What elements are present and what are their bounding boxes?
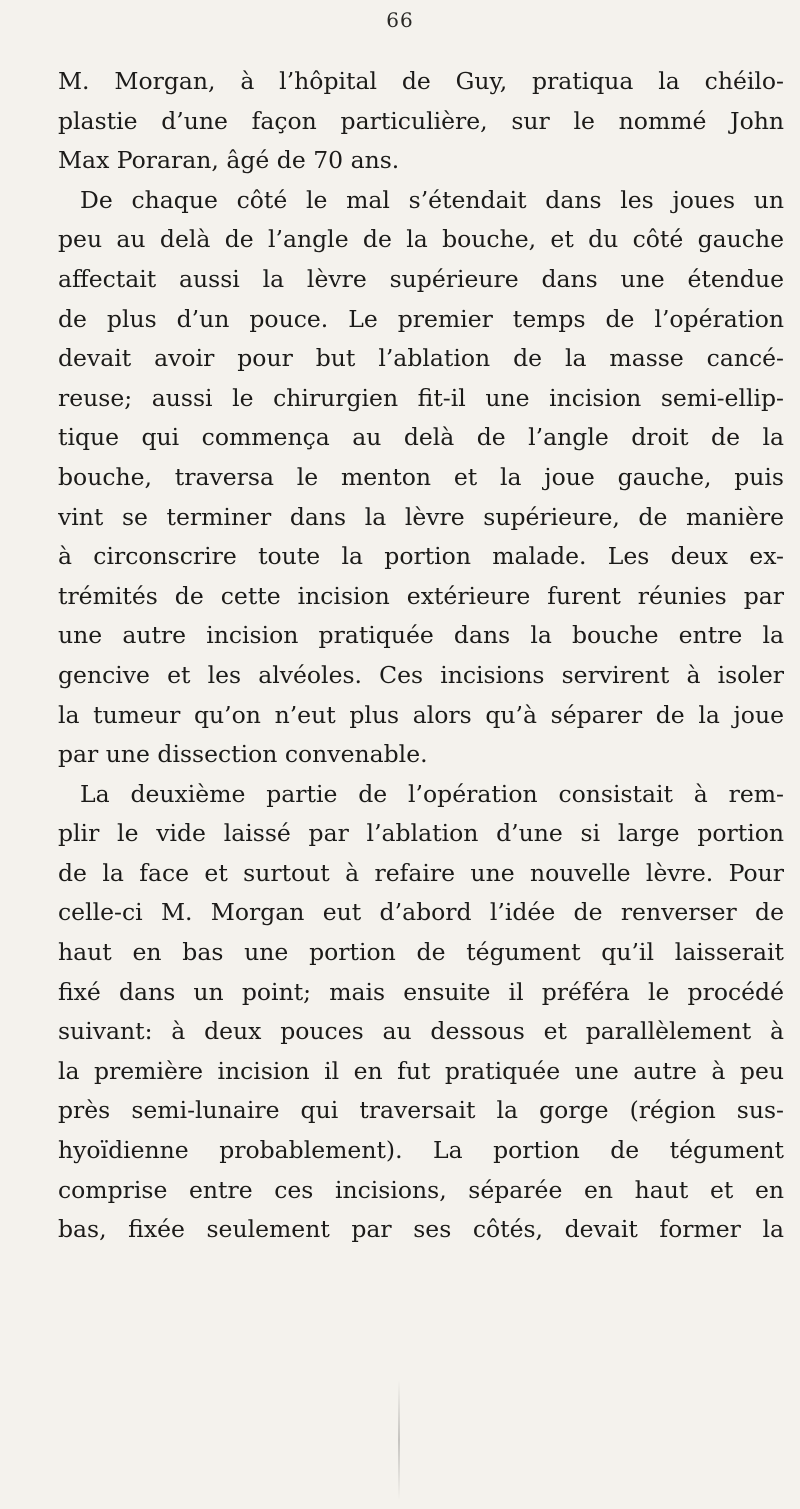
text-line: Max Poraran, âgé de 70 ans.	[58, 146, 400, 175]
text-line: haut en bas une portion de tégument qu’il laisserait	[58, 938, 784, 967]
paragraph-start-line: De chaque côté le mal s’étendait dans les joues un	[80, 185, 784, 214]
text-line: hyoïdienne probablement). La portion de tégument	[58, 1136, 784, 1165]
text-line: bouche, traversa le menton et la joue gauche, puis	[58, 462, 784, 491]
text-line: plastie d’une façon particulière, sur le nommé John	[58, 106, 784, 135]
text-line: gencive et les alvéoles. Ces incisions servirent à isoler	[58, 660, 784, 689]
text-line: à circonscrire toute la portion malade. Les deux ex-	[58, 542, 784, 571]
text-line: vint se terminer dans la lèvre supérieure, de manière	[58, 502, 784, 531]
text-line: la première incision il en fut pratiquée une autre à peu	[58, 1056, 784, 1085]
text-line: reuse; aussi le chirurgien fit-il une incision semi-ellip-	[58, 383, 784, 412]
text-line: tique qui commença au delà de l’angle droit de la	[58, 423, 784, 452]
text-line: une autre incision pratiquée dans la bouche entre la	[58, 621, 784, 650]
text-line: comprise entre ces incisions, séparée en haut et en	[58, 1175, 784, 1204]
page-number: 66	[386, 8, 414, 32]
text-line: M. Morgan, à l’hôpital de Guy, pratiqua la chéilo-	[58, 67, 784, 95]
text-line: affectait aussi la lèvre supérieure dans une étendue	[58, 264, 784, 293]
text-line: trémités de cette incision extérieure furent réunies par	[58, 581, 784, 610]
text-line: la tumeur qu’on n’eut plus alors qu’à séparer de la joue	[58, 700, 784, 729]
paragraph-start-line: La deuxième partie de l’opération consistait à rem-	[80, 779, 784, 808]
text-line: celle-ci M. Morgan eut d’abord l’idée de renverser de	[58, 898, 784, 927]
text-line: suivant: à deux pouces au dessous et parallèlement à	[58, 1017, 784, 1046]
text-line: fixé dans un point; mais ensuite il préféra le procédé	[58, 977, 784, 1006]
text-line: de plus d’un pouce. Le premier temps de l’opération	[58, 304, 784, 333]
text-line: bas, fixée seulement par ses côtés, devait former la	[58, 1215, 784, 1244]
text-line: plir le vide laissé par l’ablation d’une si large portion	[58, 819, 784, 848]
body-text	[58, 62, 784, 1250]
text-line: de la face et surtout à refaire une nouvelle lèvre. Pour	[58, 858, 784, 887]
text-line: par une dissection convenable.	[58, 740, 428, 769]
text-line: peu au delà de l’angle de la bouche, et du côté gauche	[58, 225, 784, 254]
text-line: devait avoir pour but l’ablation de la masse cancé-	[58, 344, 784, 373]
scan-artifact	[398, 1380, 400, 1500]
text-line: près semi-lunaire qui traversait la gorge (région sus-	[58, 1096, 784, 1125]
